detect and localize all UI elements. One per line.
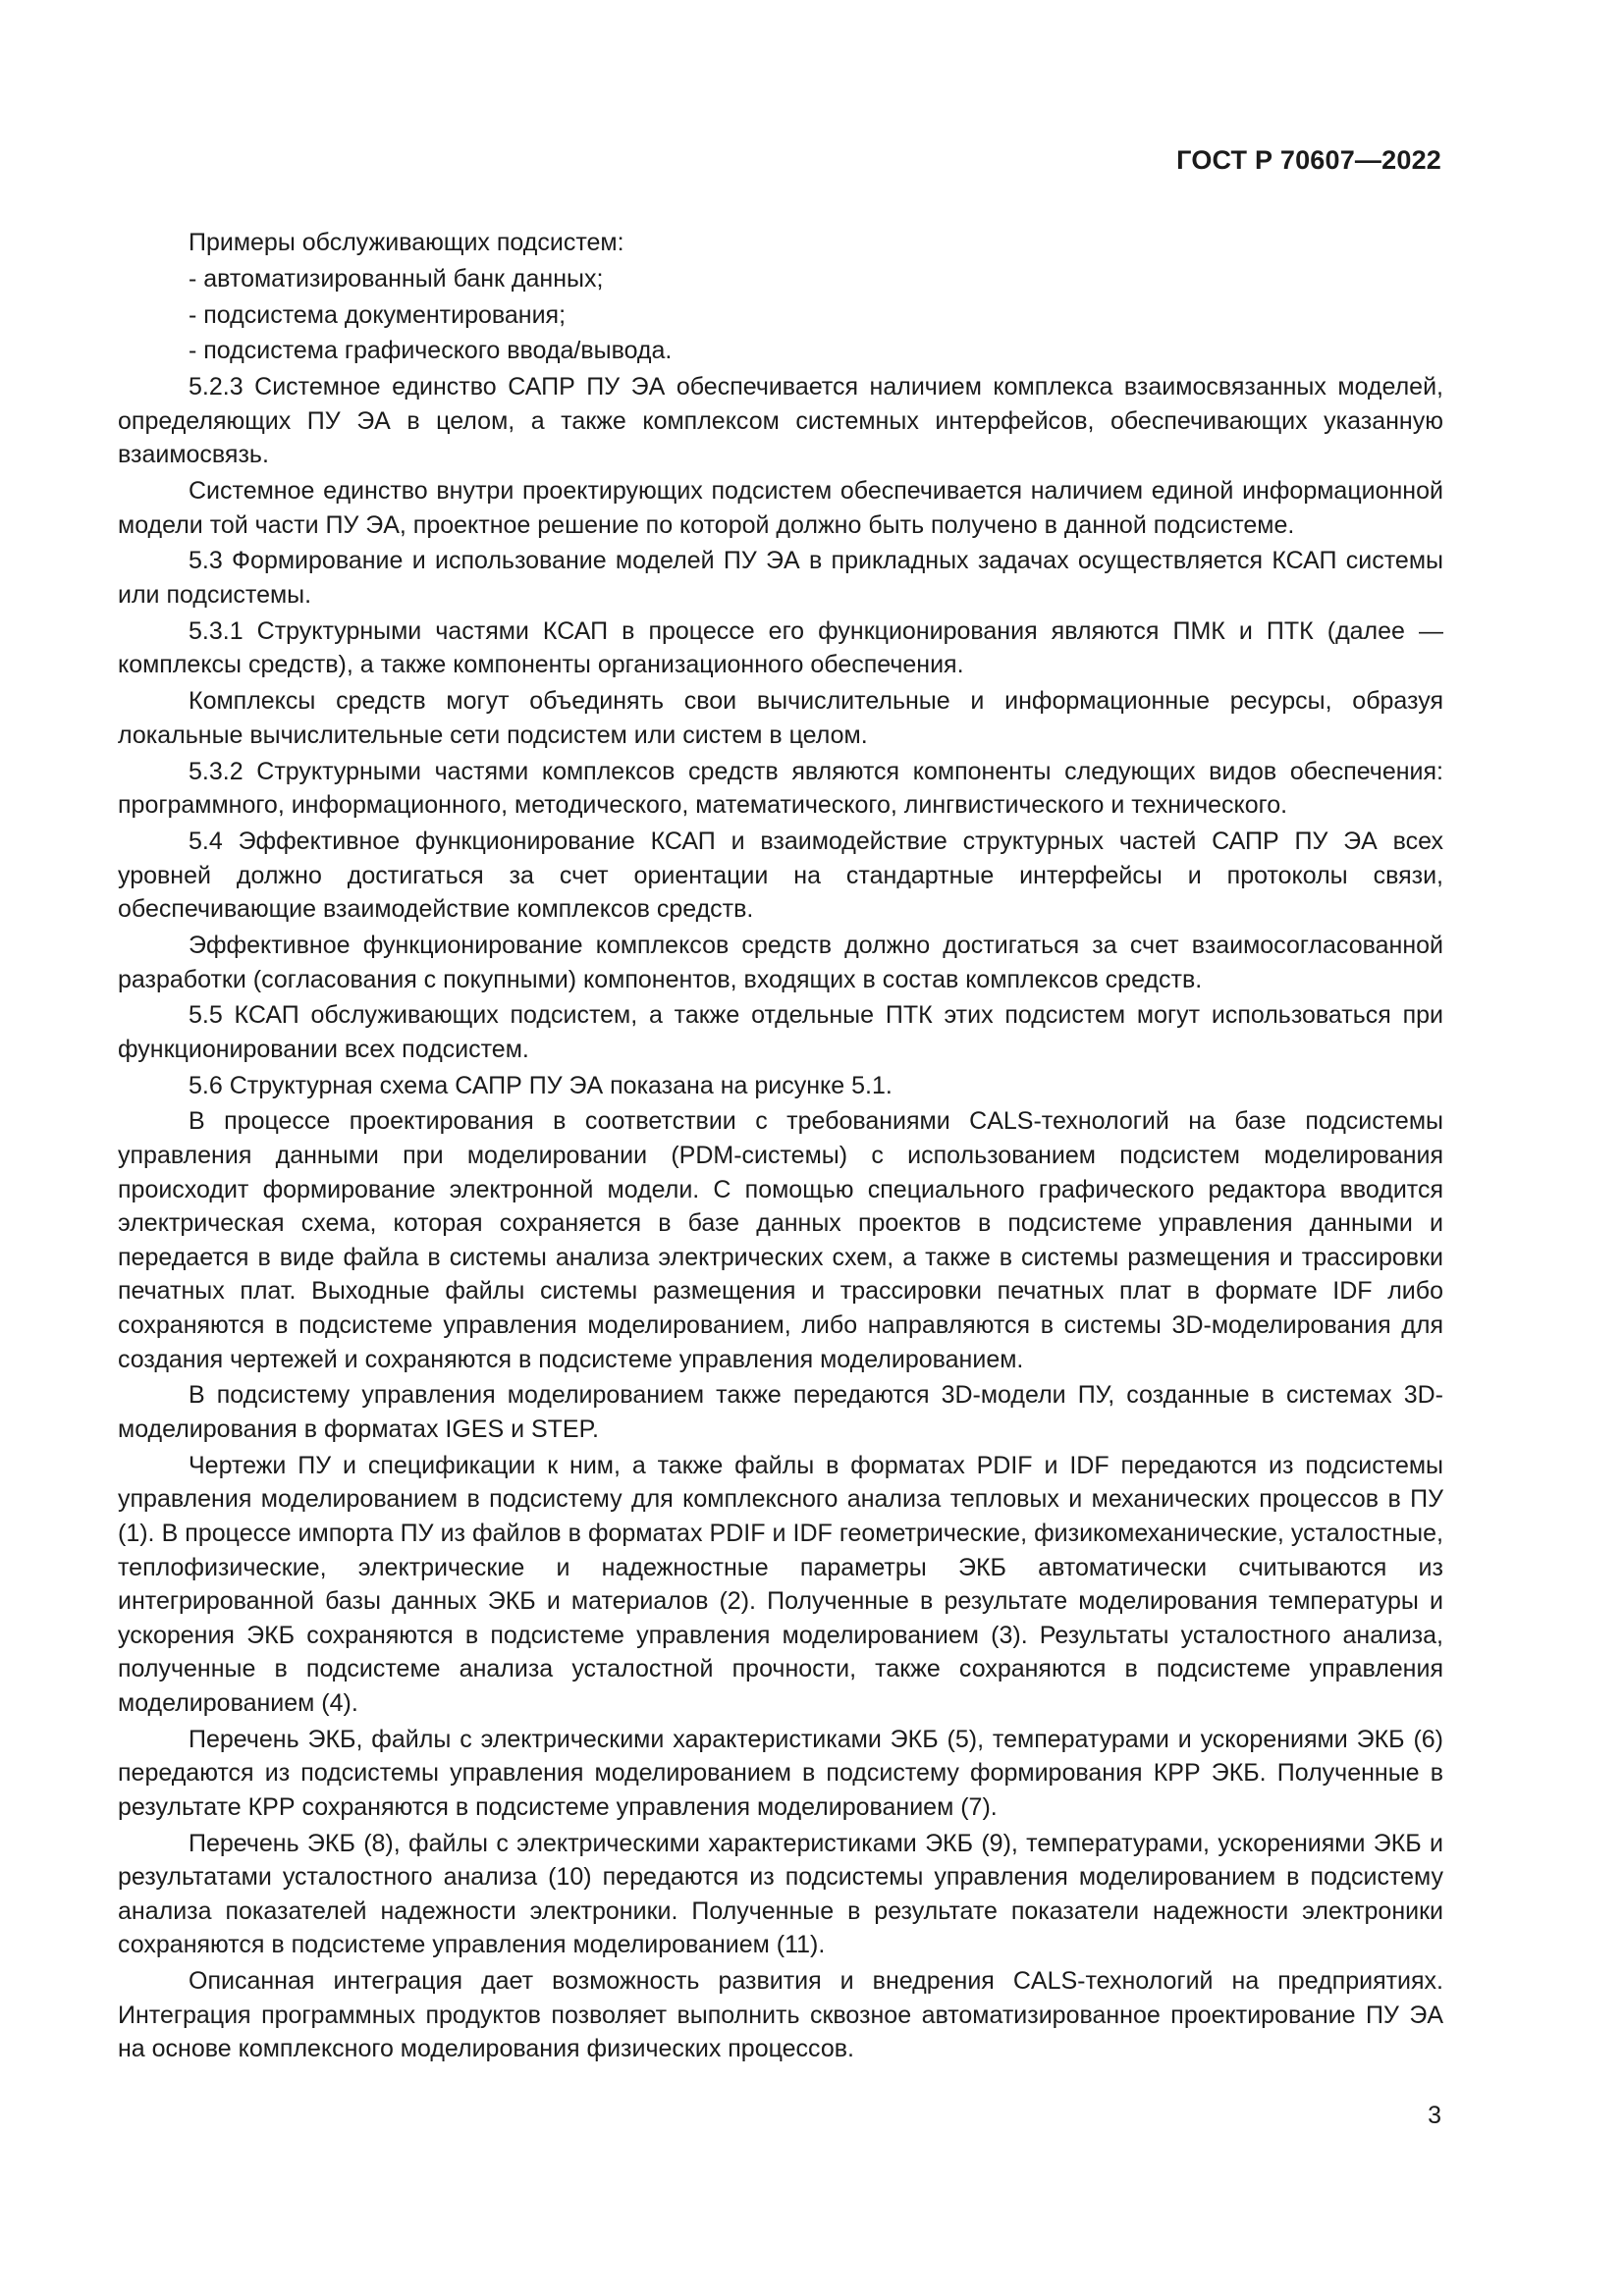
paragraph: Комплексы средств могут объединять свои вычислительные и информационные ресурсы, образуя локальные вычислительные сети подсистем или систем в целом.: [118, 687, 1443, 749]
list-item: - подсистема документирования;: [189, 300, 567, 329]
intro-paragraph: Примеры обслуживающих подсистем:: [189, 229, 624, 256]
paragraph: Эффективное функционирование комплексов средств должно достигаться за счет взаимосогласованной разработки (согласования с покупными) компонентов, входящих в состав комплексов средств.: [118, 931, 1443, 993]
document-body: [118, 226, 1443, 2068]
paragraph-5-3: 5.3 Формирование и использование моделей ПУ ЭА в прикладных задачах осуществляется КСАП системы или подсистемы.: [118, 547, 1443, 610]
paragraph-5-3-1: 5.3.1 Структурными частями КСАП в процессе его функционирования являются ПМК и ПТК (далее — комплексы средств), а также компоненты организационного обеспечения.: [118, 616, 1443, 679]
paragraph: Перечень ЭКБ (8), файлы с электрическими характеристиками ЭКБ (9), температурами, ускорениями ЭКБ и результатами усталостного анализа (10) передаются из подсистемы управления моделированием в подсистему анализа показателей надежности электроники. Полученные в результате показатели надежности электроники сохраняются в подсистеме управления моделированием (11).: [118, 1829, 1443, 1959]
paragraph-5-2-3: 5.2.3 Системное единство САПР ПУ ЭА обеспечивается наличием комплекса взаимосвязанных моделей, определяющих ПУ ЭА в целом, а также комплексом системных интерфейсов, обеспечивающих указанную взаимосвязь.: [118, 373, 1443, 469]
list-item: - подсистема графического ввода/вывода.: [189, 337, 673, 365]
paragraph: Перечень ЭКБ, файлы с электрическими характеристиками ЭКБ (5), температурами и ускорениями ЭКБ (6) передаются из подсистемы управления моделированием в подсистему формирования КРР ЭКБ. Полученные в результате КРР сохраняются в подсистеме управления моделированием (7).: [118, 1725, 1443, 1821]
page-number: 3: [1428, 2102, 1441, 2129]
paragraph-5-5: 5.5 КСАП обслуживающих подсистем, а также отдельные ПТК этих подсистем могут использоваться при функционировании всех подсистем.: [118, 1001, 1443, 1063]
paragraph: Чертежи ПУ и спецификации к ним, а также файлы в форматах PDIF и IDF передаются из подсистемы управления моделированием в подсистему для комплексного анализа тепловых и механических процессов в ПУ (1). В процессе импорта ПУ из файлов в форматах PDIF и IDF геометрические, физикомеханические, усталостные, теплофизические, электрические и надежностные параметры ЭКБ автоматически считываются из интегрированной базы данных ЭКБ и материалов (2). Полученные в результате моделирования температуры и ускорения ЭКБ сохраняются в подсистеме управления моделированием (3). Результаты усталостного анализа, полученные в подсистеме анализа усталостной прочности, также сохраняются в подсистеме управления моделированием (4).: [118, 1451, 1443, 1717]
document-header: ГОСТ Р 70607—2022: [1176, 145, 1441, 175]
paragraph: В процессе проектирования в соответствии с требованиями CALS-технологий на базе подсистемы управления данными при моделировании (PDM-системы) с использованием подсистем моделирования происходит формирование электронной модели. С помощью специального графического редактора вводится электрическая схема, которая сохраняется в базе данных проектов в подсистеме управления данными и передается в виде файла в системы анализа электрических схем, а также в системы размещения и трассировки печатных плат. Выходные файлы системы размещения и трассировки печатных плат в формате IDF либо сохраняются в подсистеме управления моделированием, либо направляются в системы 3D-моделирования для создания чертежей и сохраняются в подсистеме управления моделированием.: [118, 1107, 1443, 1373]
list-item: - автоматизированный банк данных;: [189, 264, 604, 293]
paragraph-5-6: 5.6 Структурная схема САПР ПУ ЭА показана на рисунке 5.1.: [189, 1071, 893, 1099]
paragraph-5-3-2: 5.3.2 Структурными частями комплексов средств являются компоненты следующих видов обеспечения: программного, информационного, методического, математического, лингвистического и технического.: [118, 757, 1443, 820]
paragraph: Системное единство внутри проектирующих подсистем обеспечивается наличием единой информационной модели той части ПУ ЭА, проектное решение по которой должно быть получено в данной подсистеме.: [118, 477, 1443, 539]
paragraph: Описанная интеграция дает возможность развития и внедрения CALS-технологий на предприятиях. Интеграция программных продуктов позволяет выполнить сквозное автоматизированное проектирование ПУ ЭА на основе комплексного моделирования физических процессов.: [118, 1967, 1443, 2063]
paragraph: В подсистему управления моделированием также передаются 3D-модели ПУ, созданные в системах 3D-моделирования в форматах IGES и STEP.: [118, 1381, 1443, 1443]
paragraph-5-4: 5.4 Эффективное функционирование КСАП и взаимодействие структурных частей САПР ПУ ЭА всех уровней должно достигаться за счет ориентации на стандартные интерфейсы и протоколы связи, обеспечивающие взаимодействие комплексов средств.: [118, 827, 1443, 924]
